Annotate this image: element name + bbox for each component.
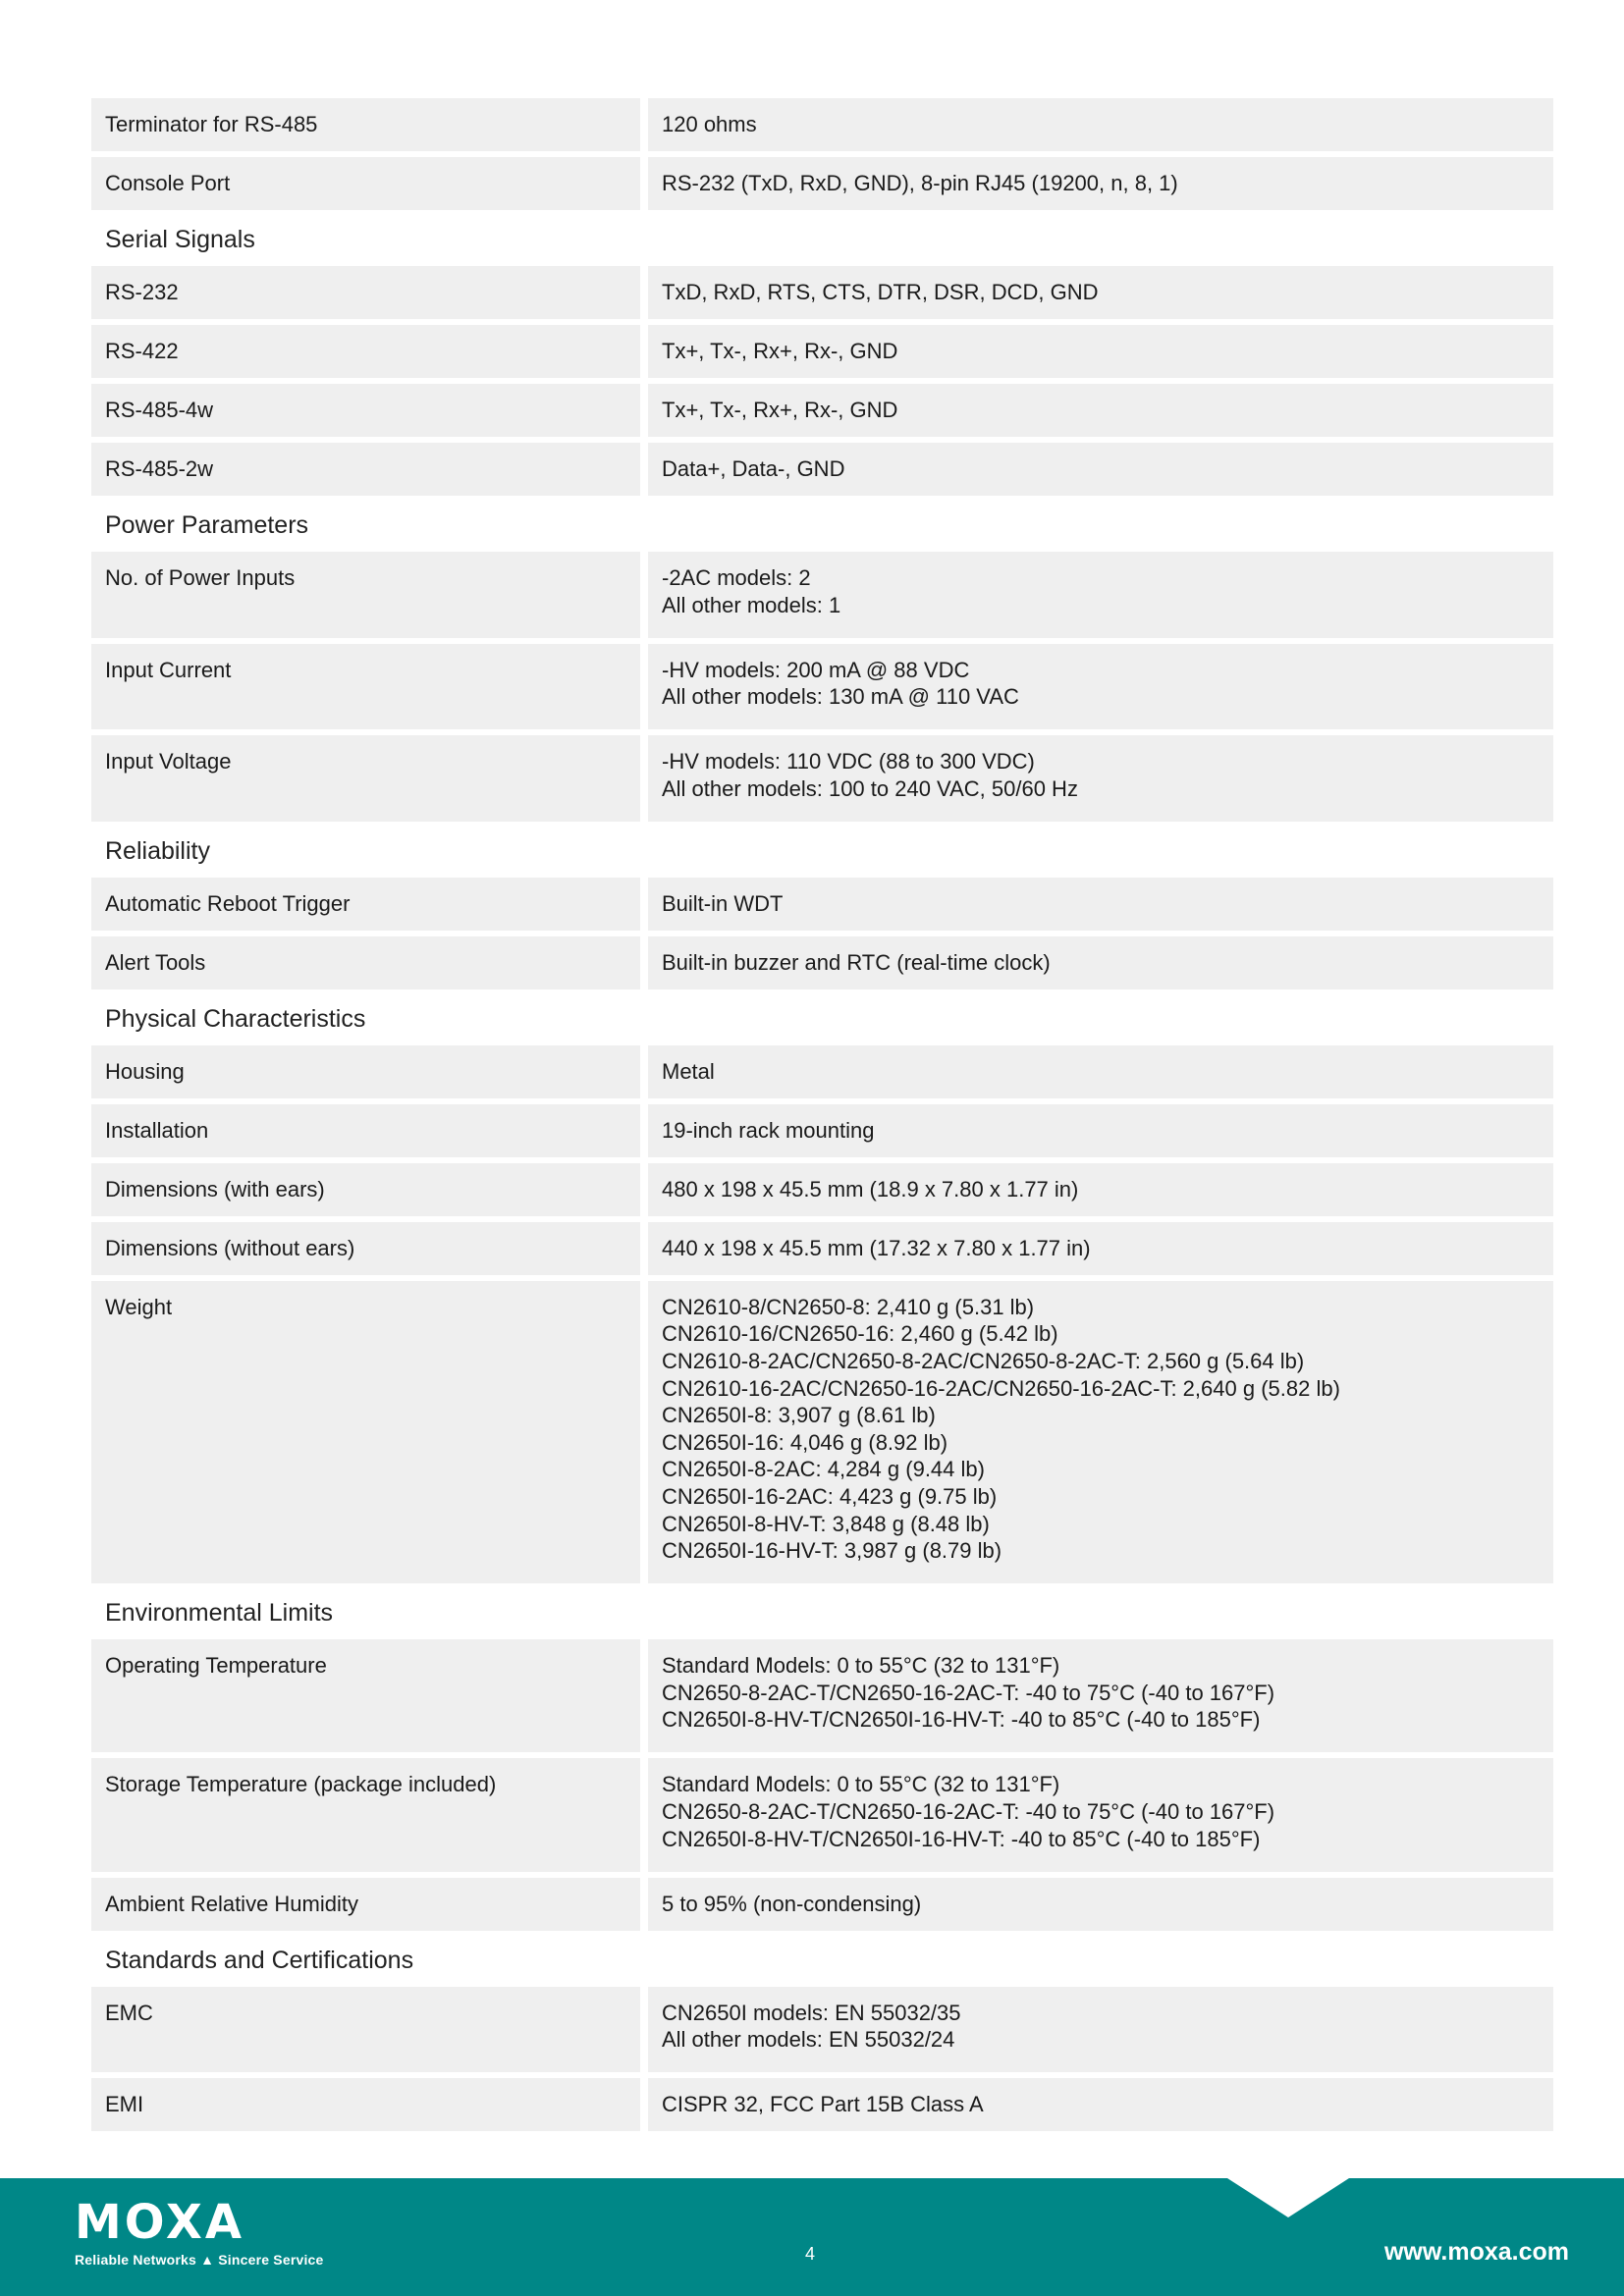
spec-value: [648, 1045, 1553, 1098]
spec-label: Operating Temperature: [91, 1639, 640, 1752]
spec-label: RS-485-4w: [91, 384, 640, 437]
spec-value-line: RS-232 (TxD, RxD, GND), 8-pin RJ45 (19200, n, 8, 1): [662, 171, 1178, 195]
spec-label: Input Current: [91, 644, 640, 730]
spec-value-line: TxD, RxD, RTS, CTS, DTR, DSR, DCD, GND: [662, 280, 1099, 304]
spec-value: [648, 443, 1553, 496]
spec-label: Console Port: [91, 157, 640, 210]
spec-value-line: CN2650-8-2AC-T/CN2650-16-2AC-T: -40 to 75°C (-40 to 167°F): [662, 1680, 1275, 1705]
page-number: 4: [805, 2244, 816, 2264]
spec-label: EMI: [91, 2078, 640, 2131]
spec-label: Dimensions (without ears): [91, 1222, 640, 1275]
section-heading: Physical Characteristics: [105, 1004, 366, 1033]
spec-value-line: CN2610-16-2AC/CN2650-16-2AC/CN2650-16-2AC-T: 2,640 g (5.82 lb): [662, 1375, 1340, 1401]
spec-value: [648, 2078, 1553, 2131]
spec-row: [91, 1987, 1553, 2073]
section-heading: Standards and Certifications: [105, 1946, 414, 1974]
spec-value-line: 440 x 198 x 45.5 mm (17.32 x 7.80 x 1.77 in): [662, 1235, 1091, 1260]
spec-value: [648, 157, 1553, 210]
spec-row: [91, 1878, 1553, 1931]
spec-value-line: CN2650I-8: 3,907 g (8.61 lb): [662, 1403, 936, 1428]
spec-value-line: CN2610-8/CN2650-8: 2,410 g (5.31 lb): [662, 1294, 1035, 1319]
spec-value-line: CISPR 32, FCC Part 15B Class A: [662, 2092, 984, 2117]
spec-row: [91, 552, 1553, 638]
section-heading: Environmental Limits: [105, 1599, 334, 1628]
spec-value-line: CN2650I-8-HV-T/CN2650I-16-HV-T: -40 to 85°C (-40 to 185°F): [662, 1826, 1261, 1851]
spec-value-line: Tx+, Tx-, Rx+, Rx-, GND: [662, 339, 898, 363]
section-heading: Reliability: [105, 836, 210, 865]
spec-value-line: All other models: 130 mA @ 110 VAC: [662, 684, 1019, 710]
spec-value: [648, 936, 1553, 989]
spec-value: [648, 384, 1553, 437]
section-heading: Power Parameters: [105, 511, 309, 539]
spec-value-line: CN2650I-8-HV-T: 3,848 g (8.48 lb): [662, 1511, 990, 1536]
spec-value-line: All other models: 1: [662, 592, 841, 617]
spec-value: [648, 1639, 1553, 1752]
spec-value: [648, 266, 1553, 319]
spec-label: Input Voltage: [91, 735, 640, 822]
spec-row: [91, 98, 1553, 151]
spec-row: [91, 1163, 1553, 1216]
spec-row: [91, 878, 1553, 931]
logo-tagline: Reliable Networks ▲ Sincere Service: [75, 2252, 324, 2268]
spec-label: Ambient Relative Humidity: [91, 1878, 640, 1931]
spec-value-line: 5 to 95% (non-condensing): [662, 1891, 922, 1916]
spec-value-line: 19-inch rack mounting: [662, 1117, 875, 1143]
spec-label: Housing: [91, 1045, 640, 1098]
spec-label: Terminator for RS-485: [91, 98, 640, 151]
spec-row: [91, 735, 1553, 822]
spec-value-line: CN2610-8-2AC/CN2650-8-2AC/CN2650-8-2AC-T: 2,560 g (5.64 lb): [662, 1348, 1305, 1373]
spec-row: [91, 384, 1553, 437]
spec-row: [91, 1758, 1553, 1871]
spec-row: [91, 157, 1553, 210]
spec-row: [91, 1104, 1553, 1157]
spec-value: [648, 1104, 1553, 1157]
spec-label: Installation: [91, 1104, 640, 1157]
spec-value: [648, 1163, 1553, 1216]
spec-label: RS-422: [91, 325, 640, 378]
spec-label: EMC: [91, 1987, 640, 2073]
brand-logo: [75, 2195, 324, 2268]
spec-row: [91, 936, 1553, 989]
spec-value-line: Data+, Data-, GND: [662, 456, 845, 481]
spec-label: RS-485-2w: [91, 443, 640, 496]
spec-row: [91, 266, 1553, 319]
spec-value-line: Metal: [662, 1058, 715, 1084]
spec-table: [91, 98, 1553, 2137]
spec-value-line: Built-in WDT: [662, 890, 784, 916]
spec-value-line: -2AC models: 2: [662, 565, 811, 590]
spec-value: [648, 878, 1553, 931]
spec-value: [648, 98, 1553, 151]
spec-value-line: Built-in buzzer and RTC (real-time clock): [662, 949, 1051, 975]
spec-value-line: CN2650I-16-HV-T: 3,987 g (8.79 lb): [662, 1538, 1002, 1564]
spec-value: [648, 1281, 1553, 1583]
spec-value-line: All other models: 100 to 240 VAC, 50/60 Hz: [662, 775, 1078, 801]
spec-row: [91, 1281, 1553, 1583]
spec-row: [91, 1222, 1553, 1275]
spec-value-line: Standard Models: 0 to 55°C (32 to 131°F): [662, 1653, 1060, 1679]
spec-label: Weight: [91, 1281, 640, 1583]
spec-value-line: CN2610-16/CN2650-16: 2,460 g (5.42 lb): [662, 1321, 1058, 1347]
spec-row: [91, 2078, 1553, 2131]
spec-value-line: CN2650I-16-2AC: 4,423 g (9.75 lb): [662, 1483, 998, 1509]
section-heading: Serial Signals: [105, 226, 255, 253]
spec-row: [91, 644, 1553, 730]
footer-notch: [1227, 2178, 1349, 2217]
spec-row: [91, 1045, 1553, 1098]
spec-value: [648, 1987, 1553, 2073]
spec-value: [648, 552, 1553, 638]
spec-value-line: -HV models: 200 mA @ 88 VDC: [662, 657, 970, 682]
spec-value: [648, 735, 1553, 822]
spec-row: [91, 325, 1553, 378]
spec-value-line: -HV models: 110 VDC (88 to 300 VDC): [662, 749, 1035, 774]
spec-value-line: CN2650I-8-2AC: 4,284 g (9.44 lb): [662, 1457, 985, 1482]
spec-row: [91, 1639, 1553, 1752]
spec-label: Automatic Reboot Trigger: [91, 878, 640, 931]
spec-value: [648, 1758, 1553, 1871]
spec-label: No. of Power Inputs: [91, 552, 640, 638]
logo-text: MOXA: [75, 2195, 245, 2250]
spec-value-line: CN2650-8-2AC-T/CN2650-16-2AC-T: -40 to 75°C (-40 to 167°F): [662, 1798, 1275, 1824]
spec-label: Alert Tools: [91, 936, 640, 989]
spec-value-line: CN2650I-8-HV-T/CN2650I-16-HV-T: -40 to 85°C (-40 to 185°F): [662, 1707, 1261, 1733]
spec-value: [648, 1878, 1553, 1931]
website-link[interactable]: www.moxa.com: [1383, 2238, 1569, 2266]
spec-value-line: 480 x 198 x 45.5 mm (18.9 x 7.80 x 1.77 in): [662, 1176, 1079, 1201]
spec-value: [648, 1222, 1553, 1275]
spec-label: RS-232: [91, 266, 640, 319]
spec-value-line: CN2650I-16: 4,046 g (8.92 lb): [662, 1429, 948, 1455]
spec-value-line: CN2650I models: EN 55032/35: [662, 2000, 961, 2025]
spec-value-line: Tx+, Tx-, Rx+, Rx-, GND: [662, 398, 898, 422]
spec-value-line: All other models: EN 55032/24: [662, 2027, 955, 2053]
spec-label: Dimensions (with ears): [91, 1163, 640, 1216]
spec-label: Storage Temperature (package included): [91, 1758, 640, 1871]
spec-value-line: 120 ohms: [662, 112, 757, 136]
spec-row: [91, 443, 1553, 496]
spec-value: [648, 325, 1553, 378]
spec-value: [648, 644, 1553, 730]
spec-value-line: Standard Models: 0 to 55°C (32 to 131°F): [662, 1772, 1060, 1797]
